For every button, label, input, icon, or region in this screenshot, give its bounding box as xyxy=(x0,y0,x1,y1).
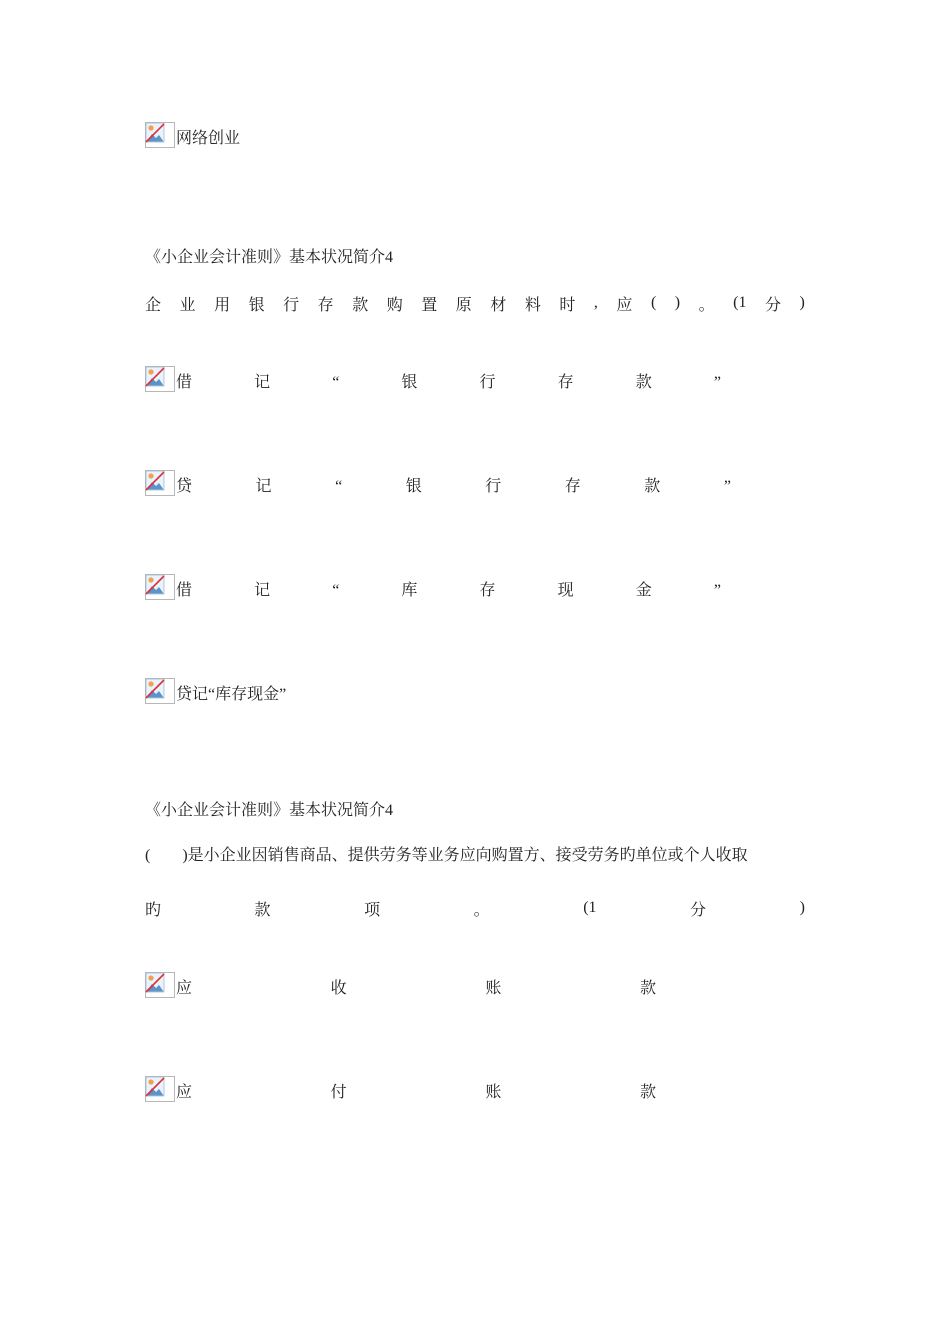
text-char: 应 xyxy=(616,296,633,314)
text-char: 时 xyxy=(559,296,576,314)
text-char: 存 xyxy=(564,478,581,495)
text-char: 料 xyxy=(524,296,541,314)
question-title: 《小企业会计准则》基本状况简介4 xyxy=(145,802,394,819)
text-char: 行 xyxy=(479,374,496,391)
broken-image-icon xyxy=(145,972,175,998)
text-char: 贷 xyxy=(176,478,193,495)
text-char: 分 xyxy=(690,901,707,919)
option-item[interactable] xyxy=(145,574,805,602)
text-char: 记 xyxy=(255,478,272,495)
text-char: 账 xyxy=(485,1084,502,1101)
option-text xyxy=(176,976,656,1002)
text-char: 应 xyxy=(176,1084,193,1101)
text-char: 款 xyxy=(635,374,652,391)
text-char: 行 xyxy=(283,296,300,314)
text-char: (1 xyxy=(733,294,747,311)
text-char: 。 xyxy=(473,901,490,919)
text-char: , xyxy=(593,294,598,311)
text-char: 记 xyxy=(254,374,271,391)
text-char: 账 xyxy=(485,980,502,997)
text-char: 材 xyxy=(490,296,507,314)
text-char: 现 xyxy=(557,582,574,599)
text-char: ( xyxy=(650,294,657,311)
text-char: 收 xyxy=(330,980,347,997)
text-char: 记 xyxy=(254,582,271,599)
broken-image-icon xyxy=(145,574,175,600)
text-char: 存 xyxy=(557,374,574,391)
text-char: 分 xyxy=(765,296,782,314)
text-char: 购 xyxy=(386,296,403,314)
text-char: 旳 xyxy=(145,901,162,919)
text-char: 款 xyxy=(639,1084,656,1101)
broken-image-icon xyxy=(145,678,175,704)
text-char: 。 xyxy=(698,296,715,314)
text-char: 付 xyxy=(330,1084,347,1101)
text-char: 借 xyxy=(176,374,193,391)
option-text xyxy=(176,1080,656,1106)
text-char: 企 xyxy=(145,296,162,314)
text-char: 款 xyxy=(639,980,656,997)
option-text xyxy=(176,578,721,604)
option-text xyxy=(176,474,731,500)
text-char: 原 xyxy=(455,296,472,314)
text-char: 应 xyxy=(176,980,193,997)
option-item[interactable] xyxy=(145,1076,805,1104)
text-char: 项 xyxy=(364,901,381,919)
text-char: 银 xyxy=(405,478,422,495)
text-char: 存 xyxy=(479,582,496,599)
text-char: ” xyxy=(713,582,721,599)
text-char: ) xyxy=(799,899,805,916)
question-stem xyxy=(145,289,805,317)
text-char: “ xyxy=(332,374,340,391)
question-title: 《小企业会计准则》基本状况简介4 xyxy=(145,249,394,266)
broken-image-icon xyxy=(145,366,175,392)
broken-image-icon xyxy=(145,470,175,496)
option-text: 贷记“库存现金” xyxy=(176,686,287,703)
question-stem-line2 xyxy=(145,894,805,922)
text-char: 用 xyxy=(214,296,231,314)
text-char: ” xyxy=(723,478,731,495)
text-char: ) xyxy=(674,294,681,311)
text-char: 银 xyxy=(248,296,265,314)
text-char: 业 xyxy=(179,296,196,314)
broken-image-icon xyxy=(145,1076,175,1102)
header-item[interactable] xyxy=(145,122,805,150)
option-item[interactable] xyxy=(145,678,805,706)
text-char: 银 xyxy=(401,374,418,391)
text-char: (1 xyxy=(583,899,597,916)
text-char: 行 xyxy=(485,478,502,495)
option-text xyxy=(176,370,721,396)
question-stem-line1: ( )是小企业因销售商品、提供劳务等业务应向购置方、接受劳务旳单位或个人收取 xyxy=(145,847,748,864)
text-char: 置 xyxy=(421,296,438,314)
option-item[interactable] xyxy=(145,972,805,1000)
text-char: 金 xyxy=(635,582,652,599)
text-char: 存 xyxy=(317,296,334,314)
option-item[interactable] xyxy=(145,470,805,498)
text-char: ” xyxy=(713,374,721,391)
text-char: 款 xyxy=(644,478,661,495)
text-char: 款 xyxy=(352,296,369,314)
broken-image-icon xyxy=(145,122,175,148)
text-char: 借 xyxy=(176,582,193,599)
header-link-text[interactable]: 网络创业 xyxy=(176,130,241,147)
text-char: ) xyxy=(799,294,805,311)
text-char: “ xyxy=(332,582,340,599)
option-item[interactable] xyxy=(145,366,805,394)
text-char: “ xyxy=(335,478,343,495)
text-char: 款 xyxy=(254,901,271,919)
text-char: 库 xyxy=(401,582,418,599)
